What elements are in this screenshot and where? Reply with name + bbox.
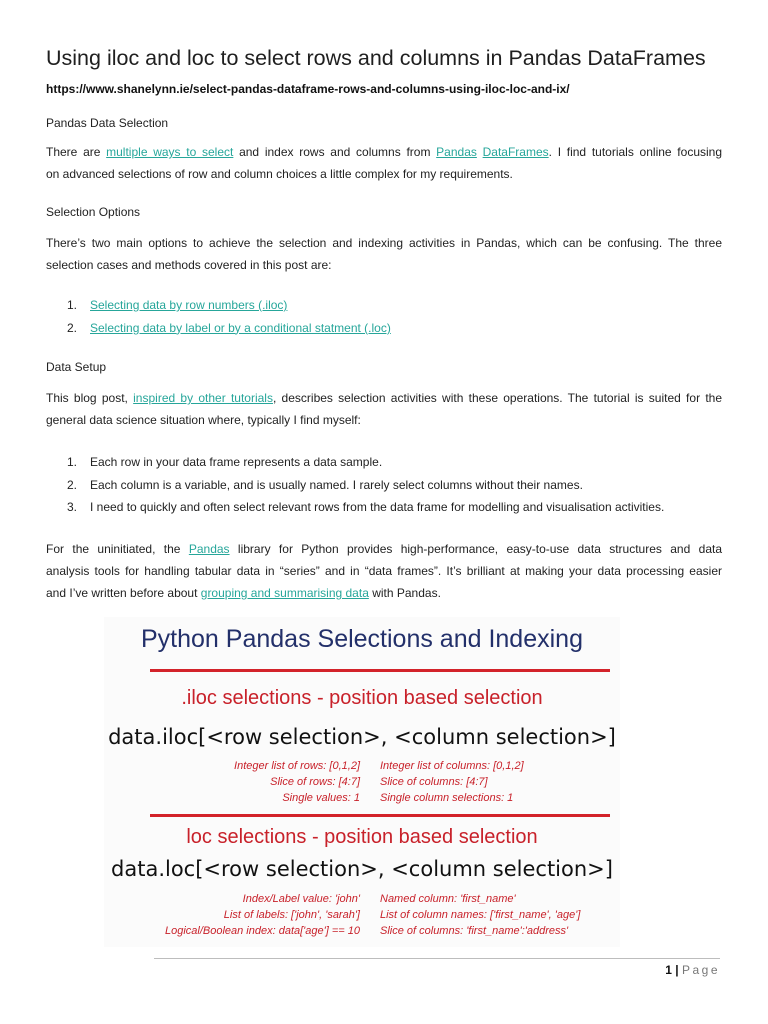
list-text: I need to quickly and often select relevant rows from the data frame for modelling and visualisation activities.	[90, 500, 665, 514]
section-heading-data-selection: Pandas Data Selection	[46, 116, 169, 130]
iloc-row-options	[234, 758, 360, 806]
link-grouping-summarising[interactable]: grouping and summarising data	[200, 586, 369, 600]
options-paragraph	[46, 232, 722, 276]
text-run: . I find tutorials online focusing	[548, 145, 723, 159]
list-item	[46, 478, 664, 501]
option-text: List of column names: ['first_name', 'age']	[380, 909, 581, 921]
list-item	[46, 500, 664, 523]
section-divider	[150, 814, 610, 817]
iloc-column-options	[380, 758, 524, 806]
link-loc[interactable]: Selecting data by label or by a conditional statment (.loc)	[90, 320, 391, 335]
text-run: There are	[46, 145, 107, 159]
list-item	[46, 321, 391, 344]
list-item	[46, 298, 391, 321]
iloc-heading: .iloc selections - position based selection	[181, 687, 543, 709]
title-divider	[150, 669, 610, 672]
option-text: Index/Label value: 'john'	[242, 893, 360, 905]
list-text: Each row in your data frame represents a data sample.	[90, 455, 383, 469]
setup-line-1	[46, 387, 722, 409]
pandas-selection-infographic	[104, 617, 620, 947]
loc-column-options	[380, 891, 580, 939]
options-line-2: selection cases and methods covered in this post are:	[46, 258, 332, 272]
link-iloc[interactable]: Selecting data by row numbers (.iloc)	[90, 298, 288, 312]
option-text: List of labels: ['john', 'sarah']	[223, 909, 360, 921]
pandas-paragraph	[46, 538, 722, 604]
footer-separator: |	[675, 963, 679, 977]
text-run: , describes selection activities with these operations. The tutorial is suited for the	[272, 391, 722, 405]
option-text: Slice of columns: [4:7]	[380, 776, 488, 788]
pandas-line-3	[46, 582, 722, 604]
setup-paragraph	[46, 387, 722, 431]
pandas-line-1	[46, 538, 722, 560]
pandas-line-2: analysis tools for handling tabular data in “series” and in “data frames”. It’s brilliant at making your data processing easier	[46, 564, 722, 578]
text-run: This blog post,	[46, 391, 134, 405]
option-text: Slice of columns: 'first_name':'address'	[380, 925, 569, 937]
text-run: and I’ve written before about	[46, 586, 201, 600]
list-number: 2.	[67, 477, 78, 492]
link-multiple-ways[interactable]: multiple ways to select	[106, 145, 234, 159]
source-url: https://www.shanelynn.ie/select-pandas-dataframe-rows-and-columns-using-iloc-loc-and-ix/	[46, 82, 570, 96]
intro-line-2: on advanced selections of row and column choices a little complex for my requirements.	[46, 167, 513, 181]
page-footer	[665, 963, 720, 977]
setup-line-2: general data science situation where, typically I find myself:	[46, 413, 361, 427]
link-pandas-library[interactable]: Pandas	[188, 542, 230, 556]
list-item	[46, 455, 664, 478]
intro-line-1	[46, 141, 722, 163]
loc-syntax: data.loc[<row selection>, <column selection>]	[111, 857, 613, 881]
loc-row-options	[165, 891, 360, 939]
list-number: 2.	[67, 320, 78, 335]
page-number: 1	[665, 963, 672, 977]
option-text: Integer list of columns: [0,1,2]	[380, 760, 524, 772]
page-label: Page	[681, 963, 720, 977]
text-run: For the uninitiated, the	[46, 542, 189, 556]
option-text: Single values: 1	[282, 792, 360, 804]
text-run: and index rows and columns from	[233, 145, 437, 159]
list-text: Each column is a variable, and is usually named. I rarely select columns without their names.	[90, 477, 583, 492]
option-text: Slice of rows: [4:7]	[270, 776, 360, 788]
option-text: Integer list of rows: [0,1,2]	[234, 760, 360, 772]
option-text: Named column: 'first_name'	[380, 893, 516, 905]
infographic-title: Python Pandas Selections and Indexing	[141, 625, 583, 653]
link-pandas[interactable]: Pandas	[436, 145, 477, 159]
assumptions-list	[46, 455, 664, 523]
page-title: Using iloc and loc to select rows and columns in Pandas DataFrames	[46, 46, 706, 70]
text-run: library for Python provides high-performance, easy-to-use data structures and data	[229, 542, 722, 556]
text-run: with Pandas.	[368, 586, 441, 600]
option-text: Single column selections: 1	[380, 792, 514, 804]
list-number: 1.	[67, 298, 78, 312]
iloc-syntax: data.iloc[<row selection>, <column selection>]	[108, 725, 616, 749]
loc-heading: loc selections - position based selection	[186, 826, 538, 848]
intro-paragraph	[46, 141, 722, 185]
footer-divider	[154, 958, 720, 959]
options-line-1: There’s two main options to achieve the selection and indexing activities in Pandas, which can be confusing. The three	[46, 236, 722, 250]
section-heading-data-setup: Data Setup	[46, 360, 107, 374]
list-number: 1.	[67, 455, 78, 469]
section-heading-selection-options: Selection Options	[46, 205, 141, 219]
selection-methods-list	[46, 298, 391, 343]
link-dataframes[interactable]: DataFrames	[482, 145, 549, 159]
link-other-tutorials[interactable]: inspired by other tutorials	[133, 391, 273, 405]
option-text: Logical/Boolean index: data['age'] == 10	[164, 925, 360, 937]
list-number: 3.	[67, 500, 78, 514]
